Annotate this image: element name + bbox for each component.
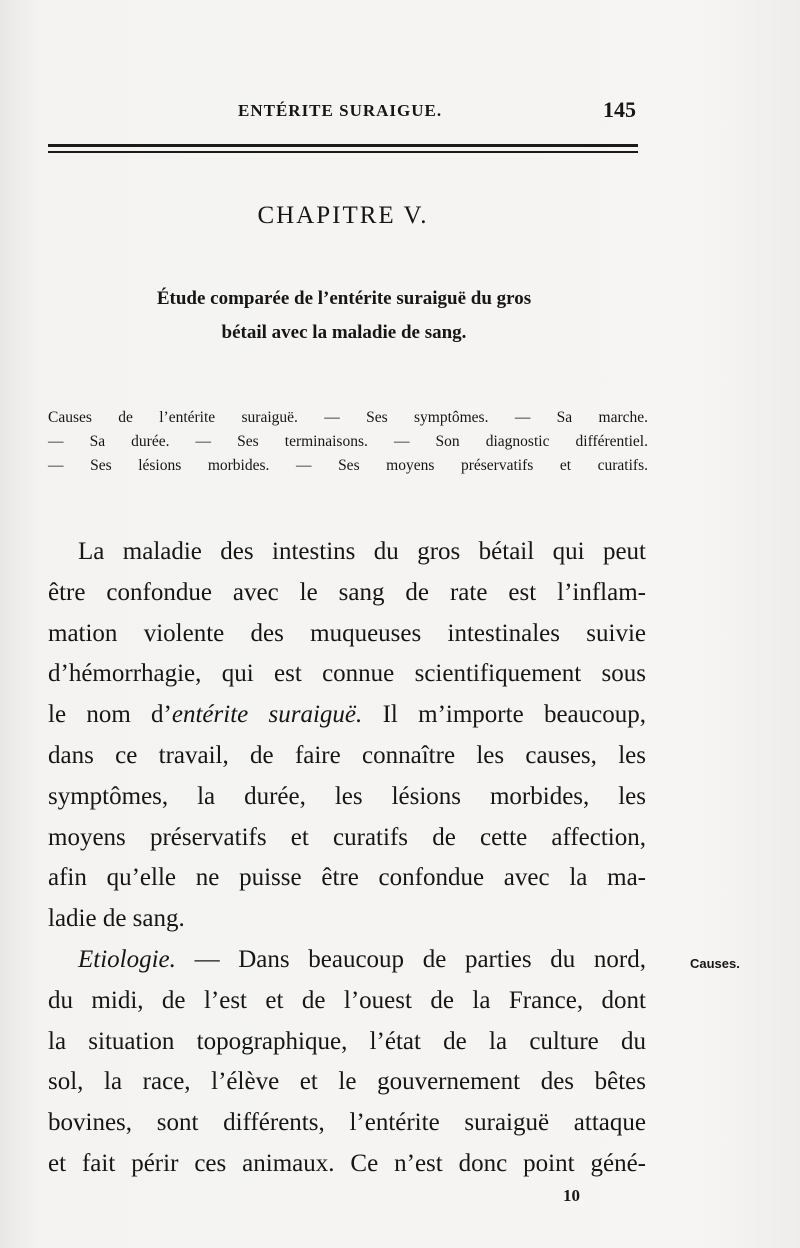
- text-line: symptômes, la durée, les lésions morbides, les: [48, 782, 646, 810]
- chapter-title-line: Étude comparée de l’entérite suraiguë du gros: [156, 288, 532, 309]
- text-line: être confondue avec le sang de rate est l’inflam-: [48, 578, 646, 606]
- signature-mark: 10: [563, 1186, 580, 1205]
- emphasis-term: entérite suraiguë.: [171, 701, 363, 729]
- text-line: La maladie des intestins du gros bétail qui peut: [78, 538, 646, 565]
- body-text: [48, 532, 646, 1185]
- text-line: d’hémorrhagie, qui est connue scientifiquement sous: [48, 660, 646, 688]
- text-line: sol, la race, l’élève et le gouvernement des bêtes: [48, 1068, 646, 1096]
- text-line: du midi, de l’est et de l’ouest de la France, dont: [48, 986, 646, 1014]
- text-line: mation violente des muqueuses intestinales suivie: [48, 619, 646, 647]
- chapter-number: CHAPITRE V.: [257, 202, 429, 229]
- summary-line: — Sa durée. — Ses terminaisons. — Son diagnostic différentiel.: [48, 433, 648, 450]
- header-rule-bottom: [48, 151, 638, 153]
- chapter-summary: [48, 406, 648, 478]
- text-run: Il m’importe beaucoup,: [362, 701, 646, 729]
- summary-line: Causes de l’entérite suraiguë. — Ses symptômes. — Sa marche.: [48, 409, 648, 426]
- text-line: afin qu’elle ne puisse être confondue avec la ma-: [48, 864, 646, 892]
- text-line: [48, 940, 646, 981]
- text-run: — Dans beaucoup de parties du nord,: [175, 945, 646, 973]
- section-heading: Etiologie.: [78, 945, 176, 973]
- text-run: le nom d’: [48, 701, 172, 729]
- chapter-title: [48, 282, 640, 350]
- text-line: la situation topographique, l’état de la culture du: [48, 1027, 646, 1055]
- text-line: dans ce travail, de faire connaître les causes, les: [48, 741, 646, 769]
- margin-note: Causes.: [690, 956, 740, 971]
- summary-line: — Ses lésions morbides. — Ses moyens préservatifs et curatifs.: [48, 457, 648, 474]
- chapter-title-line: bétail avec la maladie de sang.: [221, 322, 467, 343]
- running-title: ENTÉRITE SURAIGUE.: [238, 101, 443, 120]
- text-line: moyens préservatifs et curatifs de cette affection,: [48, 823, 646, 851]
- text-line: bovines, sont différents, l’entérite suraiguë attaque: [48, 1109, 646, 1137]
- text-line: [48, 695, 646, 736]
- page-number: 145: [603, 97, 636, 122]
- text-line: ladie de sang.: [48, 905, 185, 933]
- text-line: et fait périr ces animaux. Ce n’est donc point géné-: [48, 1149, 646, 1177]
- header-rule-top: [48, 144, 638, 147]
